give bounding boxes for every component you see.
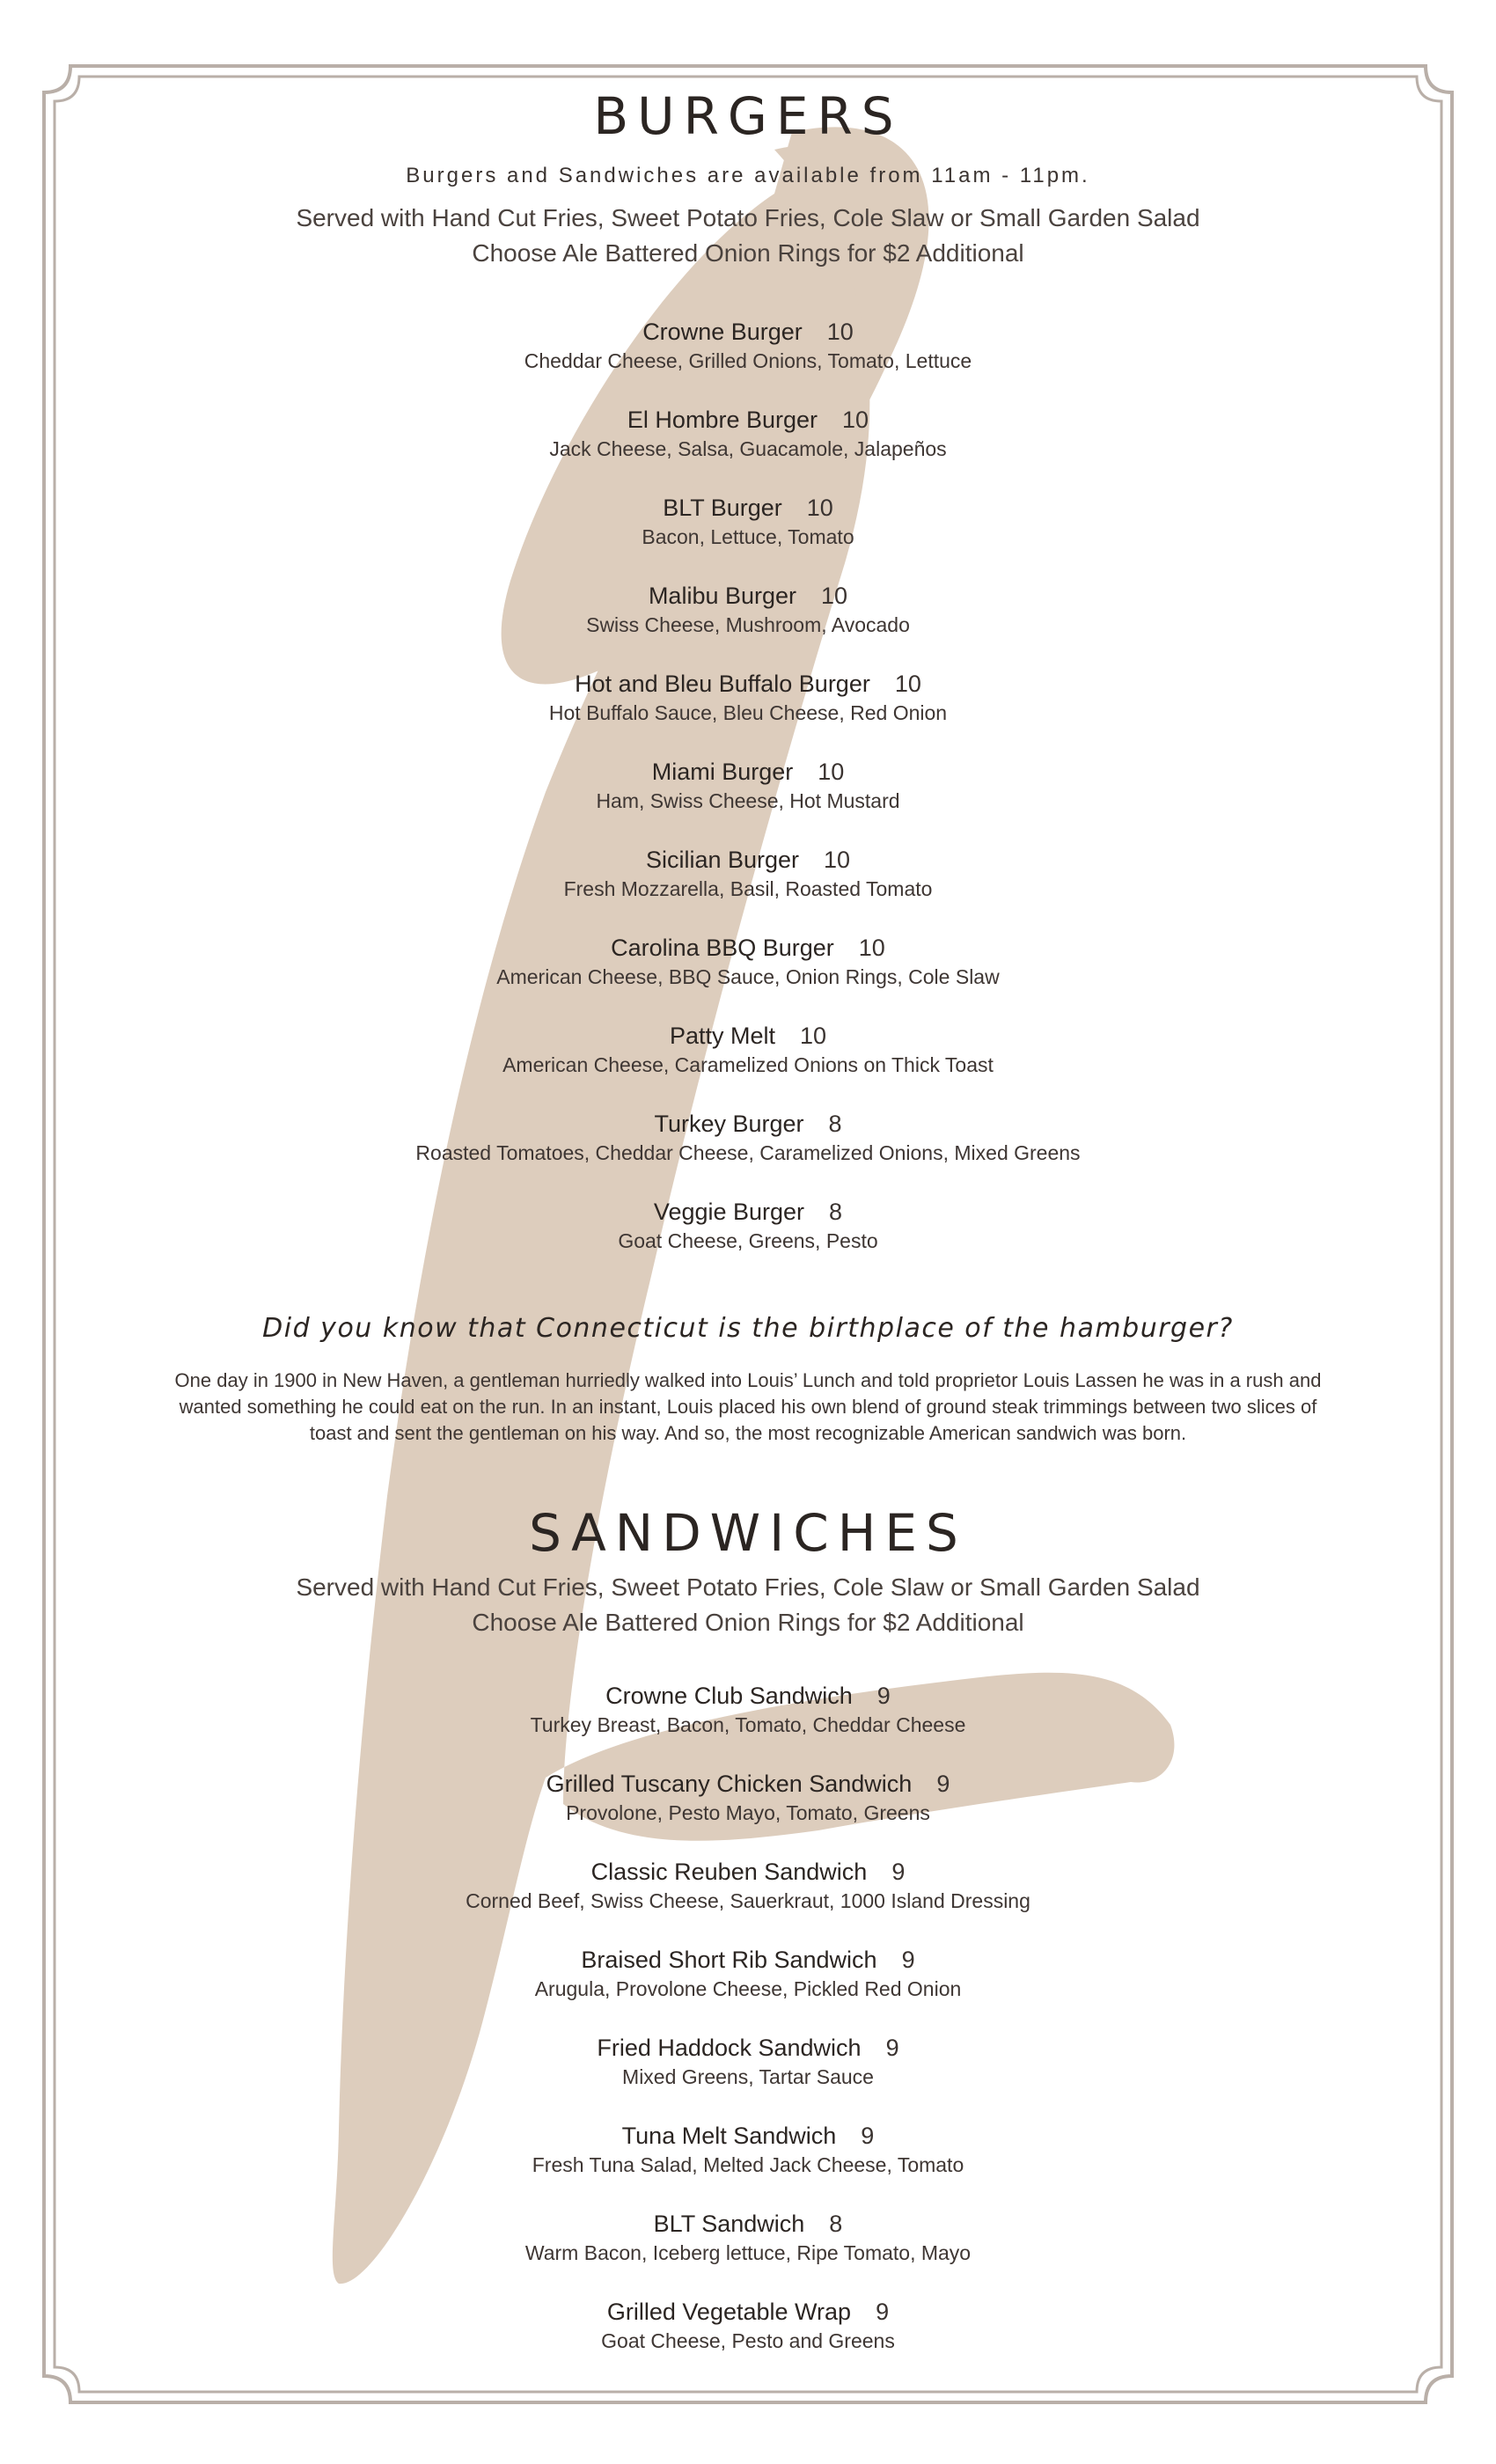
item-name: El Hombre Burger (627, 407, 818, 433)
item-description: Roasted Tomatoes, Cheddar Cheese, Caramelized Onions, Mixed Greens (415, 1141, 1081, 1164)
item-price: 8 (828, 1111, 842, 1137)
item-price: 10 (821, 583, 848, 609)
item-description: Mixed Greens, Tartar Sauce (622, 2065, 874, 2088)
menu-item (123, 2121, 1373, 2200)
burgers-title: BURGERS (593, 86, 903, 146)
availability-note: Burgers and Sandwiches are available from 11am - 11pm. (406, 164, 1090, 187)
item-name: Crowne Burger (642, 319, 803, 345)
item-name: Turkey Burger (654, 1111, 804, 1137)
menu-item (123, 845, 1373, 924)
menu-item (123, 2297, 1373, 2376)
item-price: 9 (876, 1683, 891, 1709)
trivia-heading: Did you know that Connecticut is the birthplace of the hamburger? (262, 1313, 1234, 1344)
item-description: Hot Buffalo Sauce, Bleu Cheese, Red Onion (548, 701, 948, 724)
item-price: 10 (806, 495, 833, 521)
item-description: Cheddar Cheese, Grilled Onions, Tomato, Lettuce (524, 349, 972, 372)
item-name: Grilled Vegetable Wrap (606, 2299, 852, 2325)
item-name: Fried Haddock Sandwich (597, 2035, 862, 2061)
item-description: Warm Bacon, Iceberg lettuce, Ripe Tomato, Mayo (524, 2241, 972, 2264)
item-description: Arugula, Provolone Cheese, Pickled Red Onion (534, 1977, 962, 2000)
trivia-story: One day in 1900 in New Haven, a gentleman hurriedly walked into Louis’ Lunch and told proprietor Louis Lassen he was in a rush and wanted something he could eat on the run. In an instant, Louis placed his own blend of ground steak trimmings between two slices of toast and sent the gentleman on his way. And so, the most recognizable American sandwich was born. (174, 1369, 1322, 1444)
item-price: 9 (891, 1859, 906, 1885)
item-price: 9 (876, 2299, 890, 2325)
item-name: Carolina BBQ Burger (611, 935, 834, 961)
menu-item (123, 933, 1373, 1012)
menu-item (123, 1945, 1373, 2024)
menu-item (123, 1681, 1373, 1760)
item-description: Fresh Tuna Salad, Melted Jack Cheese, Tomato (532, 2153, 964, 2176)
item-name: Braised Short Rib Sandwich (581, 1947, 877, 1973)
menu-item (123, 2033, 1373, 2112)
menu-item (123, 1109, 1373, 1188)
item-price: 10 (824, 847, 851, 873)
item-name: Classic Reuben Sandwich (590, 1859, 868, 1885)
item-name: Hot and Bleu Buffalo Burger (575, 671, 870, 697)
item-description: Goat Cheese, Greens, Pesto (618, 1229, 878, 1252)
item-price: 10 (826, 319, 854, 345)
onion-rings-note: Choose Ale Battered Onion Rings for $2 Additional (472, 1609, 1024, 1636)
burgers-served-with (123, 201, 1373, 271)
item-price: 10 (818, 759, 845, 785)
item-price: 9 (885, 2035, 899, 2061)
menu-item (123, 669, 1373, 748)
item-price: 9 (901, 1947, 915, 1973)
item-description: Ham, Swiss Cheese, Hot Mustard (596, 789, 900, 812)
item-name: Grilled Tuscany Chicken Sandwich (546, 1771, 913, 1797)
item-description: Goat Cheese, Pesto and Greens (601, 2329, 895, 2352)
item-name: Malibu Burger (648, 583, 797, 609)
item-name: Veggie Burger (653, 1199, 805, 1225)
item-price: 10 (842, 407, 869, 433)
item-description: Provolone, Pesto Mayo, Tomato, Greens (566, 1801, 930, 1824)
menu-item (123, 493, 1373, 572)
item-description: Corned Beef, Swiss Cheese, Sauerkraut, 1000 Island Dressing (466, 1889, 1030, 1912)
menu-item (123, 757, 1373, 836)
menu-item (123, 1021, 1373, 1100)
item-description: Turkey Breast, Bacon, Tomato, Cheddar Cheese (530, 1713, 966, 1736)
menu-item (123, 2209, 1373, 2288)
item-price: 9 (936, 1771, 950, 1797)
item-name: Sicilian Burger (645, 847, 800, 873)
item-name: Crowne Club Sandwich (605, 1683, 853, 1709)
onion-rings-note: Choose Ale Battered Onion Rings for $2 Additional (472, 239, 1024, 267)
menu-item (123, 317, 1373, 396)
item-description: Swiss Cheese, Mushroom, Avocado (586, 613, 910, 636)
menu-item (123, 581, 1373, 660)
item-price: 8 (829, 2211, 843, 2237)
item-description: American Cheese, Caramelized Onions on Thick Toast (502, 1053, 994, 1076)
item-description: American Cheese, BBQ Sauce, Onion Rings, Cole Slaw (496, 965, 1000, 988)
item-price: 10 (858, 935, 885, 961)
sandwiches-title: SANDWICHES (529, 1503, 967, 1563)
served-with-line: Served with Hand Cut Fries, Sweet Potato Fries, Cole Slaw or Small Garden Salad (296, 1573, 1200, 1601)
item-name: BLT Burger (663, 495, 782, 521)
menu-item (123, 1769, 1373, 1848)
menu-item (123, 1857, 1373, 1936)
menu-item (123, 405, 1373, 484)
menu-item (123, 1197, 1373, 1276)
item-name: BLT Sandwich (653, 2211, 805, 2237)
item-price: 8 (829, 1199, 843, 1225)
item-name: Tuna Melt Sandwich (621, 2123, 837, 2149)
item-description: Jack Cheese, Salsa, Guacamole, Jalapeños (549, 437, 947, 460)
item-name: Patty Melt (669, 1023, 775, 1049)
item-description: Bacon, Lettuce, Tomato (642, 525, 854, 548)
served-with-line: Served with Hand Cut Fries, Sweet Potato Fries, Cole Slaw or Small Garden Salad (296, 204, 1200, 231)
item-description: Fresh Mozzarella, Basil, Roasted Tomato (563, 877, 933, 900)
item-price: 10 (894, 671, 921, 697)
item-price: 9 (861, 2123, 875, 2149)
sandwiches-served-with (123, 1570, 1373, 1640)
item-price: 10 (800, 1023, 827, 1049)
item-name: Miami Burger (651, 759, 794, 785)
